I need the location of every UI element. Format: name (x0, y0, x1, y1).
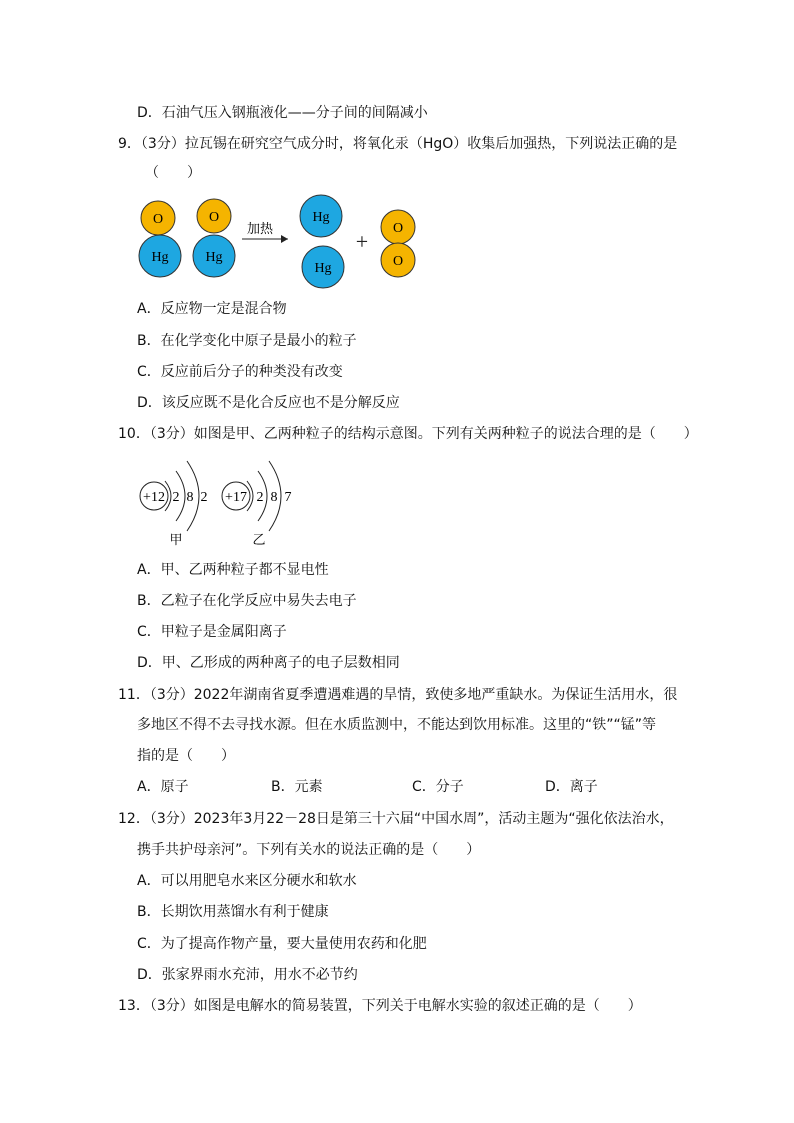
electron-count: 2 (256, 490, 264, 505)
q11-option-d: D．离子 (545, 779, 598, 795)
q13-stem: 13．（3分）如图是电解水的简易装置，下列关于电解水实验的叙述正确的是（ ） (118, 998, 642, 1014)
particle-label: 甲 (169, 532, 183, 547)
arrow-head-icon (281, 235, 288, 243)
q10-option-a: A．甲、乙两种粒子都不显电性 (137, 562, 329, 578)
oxygen-symbol: O (392, 221, 404, 236)
q12-stem-line1: 12．（3分）2023年3月22－28日是第三十六届“中国水周”，活动主题为“强化依法治水， (118, 811, 674, 827)
q11-stem-line3: 指的是（ ） (137, 748, 235, 764)
mercury-symbol: Hg (205, 250, 223, 265)
q12-option-c: C．为了提高作物产量，要大量使用农药和化肥 (137, 936, 427, 952)
q9-option-a: A．反应物一定是混合物 (137, 301, 287, 317)
electron-count: 2 (200, 490, 208, 505)
particle-label: 乙 (252, 532, 266, 547)
mercury-symbol: Hg (151, 250, 169, 265)
electron-count: 8 (270, 490, 278, 505)
q11-option-b: B．元素 (271, 779, 323, 795)
q11-stem-line1: 11．（3分）2022年湖南省夏季遭遇难遇的旱情，致使多地严重缺水。为保证生活用水，很 (118, 687, 678, 703)
q9-option-b: B．在化学变化中原子是最小的粒子 (137, 333, 357, 349)
mercury-symbol: Hg (312, 210, 330, 225)
oxygen-molecule-product (381, 210, 415, 277)
q8-option-d: D．石油气压入钢瓶液化——分子间的间隔减小 (137, 105, 428, 121)
q12-option-d: D．张家界雨水充沛，用水不必节约 (137, 967, 358, 983)
nucleus-charge: +12 (143, 490, 165, 505)
q10-option-b: B．乙粒子在化学反应中易失去电子 (137, 593, 357, 609)
q9-option-d: D．该反应既不是化合反应也不是分解反应 (137, 395, 400, 411)
q9-answer-paren: （ ） (145, 165, 201, 181)
heating-label: 加热 (246, 221, 274, 236)
q9-reaction-diagram (130, 190, 570, 290)
oxygen-symbol: O (392, 254, 404, 269)
oxide-molecule-1 (139, 201, 181, 277)
electron-count: 2 (172, 490, 180, 505)
q9-stem: 9．（3分）拉瓦锡在研究空气成分时，将氧化汞（HgO）收集后加强热，下列说法正确的是 (118, 136, 678, 152)
electron-count: 7 (284, 490, 292, 505)
q11-option-c: C．分子 (412, 779, 464, 795)
mercury-product (300, 195, 344, 288)
q10-stem: 10．（3分）如图是甲、乙两种粒子的结构示意图。下列有关两种粒子的说法合理的是（ ） (118, 426, 698, 442)
oxygen-symbol: O (152, 212, 164, 227)
oxide-molecule-2 (193, 199, 235, 277)
mercury-symbol: Hg (314, 261, 332, 276)
q12-option-b: B．长期饮用蒸馏水有利于健康 (137, 904, 329, 920)
q10-option-c: C．甲粒子是金属阳离子 (137, 624, 287, 640)
q12-stem-line2: 携手共护母亲河”。下列有关水的说法正确的是（ ） (137, 842, 481, 858)
q12-option-a: A．可以用肥皂水来区分硬水和软水 (137, 873, 357, 889)
q10-option-d: D．甲、乙形成的两种离子的电子层数相同 (137, 655, 400, 671)
q11-option-a: A．原子 (137, 779, 189, 795)
plus-sign: + (355, 229, 369, 254)
q10-structure-diagram (132, 456, 332, 548)
electron-count: 8 (186, 490, 194, 505)
q11-stem-line2: 多地区不得不去寻找水源。但在水质监测中，不能达到饮用标准。这里的“铁”“锰”等 (137, 717, 657, 733)
q9-option-c: C．反应前后分子的种类没有改变 (137, 364, 343, 380)
oxygen-symbol: O (208, 210, 220, 225)
nucleus-charge: +17 (225, 490, 247, 505)
